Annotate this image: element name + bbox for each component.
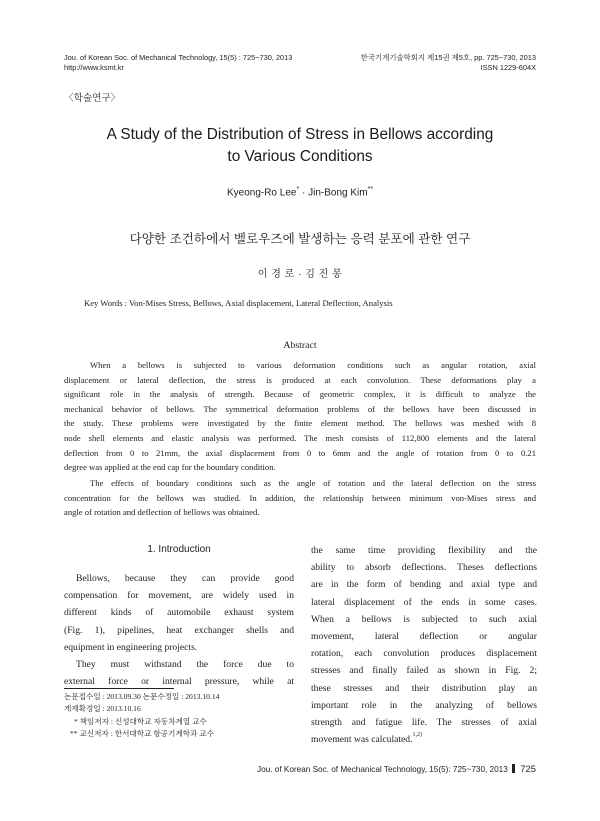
footer-journal: Jou. of Korean Soc. of Mechanical Technology, 15(5): 725~730, 2013: [257, 765, 508, 774]
abstract-line: significant role in the analysis of strength. Because of geometric complex, it is difficult to analyze the: [64, 389, 536, 400]
page-footer: [257, 763, 536, 774]
header-issn: ISSN 1229-604X: [480, 62, 536, 72]
header-journal-left: Jou. of Korean Soc. of Mechanical Technology, 15(5) : 725~730, 2013: [64, 53, 293, 62]
footnote-author-2: ** 교신저자 : 한서대학교 항공기계학과 교수: [70, 728, 214, 738]
intro-line: different kinds of automobile exhaust system: [64, 607, 294, 619]
citation-reference[interactable]: 1,2): [412, 732, 422, 739]
abstract-line: mechanical behavior of bellows. The symmetrical deformation problems of the bellows have been discussed in: [64, 403, 536, 414]
author-1-name: Kyeong-Ro Lee: [226, 187, 297, 199]
abstract-paragraph-1: [64, 358, 536, 475]
journal-citation-left: [64, 53, 292, 72]
intro-line: stresses and finally failed as shown in Fig. 2;: [311, 665, 537, 677]
intro-line: are in the form of bending and axial type and: [311, 579, 537, 591]
paper-title-korean: 다양한 조건하에서 벨로우즈에 발생하는 응력 분포에 관한 연구: [129, 232, 471, 246]
footnote-received-date: 논문접수일 : 2013.09.30 논문수정일 : 2013.10.14: [64, 692, 220, 701]
abstract-line: concentration for the bellows was studied. In addition, the relationship between minimum von-Mises stress and: [64, 492, 536, 503]
header-url[interactable]: http://www.ksmt.kr: [64, 62, 124, 72]
intro-left-column: [64, 570, 294, 690]
title-line-1: A Study of the Distribution of Stress in Bellows according: [106, 126, 494, 143]
keywords: Key Words : Von-Mises Stress, Bellows, Axial displacement, Lateral Deflection, Analysis: [84, 298, 393, 308]
intro-line: these stresses and their distribution play an: [311, 682, 537, 694]
intro-line: They must withstand the force due to: [76, 659, 294, 671]
intro-line: lateral displacement of the ends in some cases.: [311, 596, 537, 608]
intro-line-text: movement was calculated.: [311, 734, 413, 746]
authors-korean: 이 경 로 · 김 진 봉: [257, 269, 343, 280]
author-1-mark: *: [296, 186, 300, 193]
abstract-line: angle of rotation and deflection of bellows was obtained.: [64, 507, 260, 518]
intro-line: ability to absorb deflections. Theses deflections: [311, 562, 537, 574]
journal-citation-right: [361, 53, 536, 72]
author-separator: ·: [299, 187, 309, 199]
footnotes: [64, 691, 294, 739]
author-2-mark: **: [367, 186, 374, 193]
author-2-name: Jin-Bong Kim: [308, 187, 368, 199]
abstract-line: When a bellows is subjected to various deformation conditions such as angular rotation, axial: [90, 360, 536, 370]
abstract-line: The effects of boundary conditions such as the angle of rotation and the lateral deflection on the stress: [90, 478, 536, 488]
intro-line: strength and fatigue life. The stresses of axial: [311, 717, 537, 729]
intro-line: When a bellows is subjected to such axial: [311, 613, 537, 625]
title-line-2: to Various Conditions: [227, 148, 373, 165]
intro-line-last: [311, 731, 537, 748]
section-heading-introduction: 1. Introduction: [147, 544, 211, 555]
intro-line: movement, lateral deflection or angular: [311, 631, 537, 643]
header-journal-right: 한국기계기술학회지 제15권 제5호, pp. 725~730, 2013: [360, 53, 536, 62]
intro-line: important role in the analyzing of bellows: [311, 699, 537, 711]
authors-english: [0, 186, 600, 198]
intro-line: (Fig. 1), pipelines, heat exchanger shells and: [64, 624, 294, 636]
footnote-accepted-date: 게재확정일 : 2013.10.16: [64, 703, 141, 713]
abstract-line: deflection from 0 to 21mm, the axial displacement from 0 to 6mm and the angle of rotation from 0 to 0.21: [64, 447, 536, 458]
footnote-author-1: * 책임저자 : 신성대학교 자동차계열 교수: [74, 717, 207, 726]
intro-line: equipment in engineering projects.: [64, 641, 198, 653]
intro-line: Bellows, because they can provide good: [76, 573, 294, 584]
footnote-divider: [64, 688, 174, 689]
abstract-line: the study. These problems were investigated by the finite element method. The bellows was meshed with 8: [64, 418, 536, 429]
abstract-paragraph-2: [64, 476, 536, 520]
intro-line: rotation, each convolution produces displacement: [311, 648, 537, 660]
abstract-heading: Abstract: [283, 340, 317, 351]
abstract-line: degree was applied at the end cap for the boundary condition.: [64, 462, 276, 473]
footer-page-number: 725: [520, 763, 536, 774]
intro-line: the same time providing flexibility and the: [311, 545, 537, 556]
abstract-line: displacement or lateral deflection, the stress is produced at each convolution. These deformations play a: [64, 374, 536, 385]
intro-line: compensation for movement, are widely used in: [64, 590, 294, 602]
paper-title: [0, 124, 600, 168]
article-category: 〈학술연구〉: [64, 93, 121, 104]
intro-right-column: [311, 542, 537, 748]
abstract-line: node shell elements and elastic analysis was performed. The mesh consists of 112,800 elements and the lateral: [64, 432, 536, 443]
intro-line: external force or internal pressure, while at: [64, 676, 294, 688]
footer-bar: [512, 764, 515, 773]
